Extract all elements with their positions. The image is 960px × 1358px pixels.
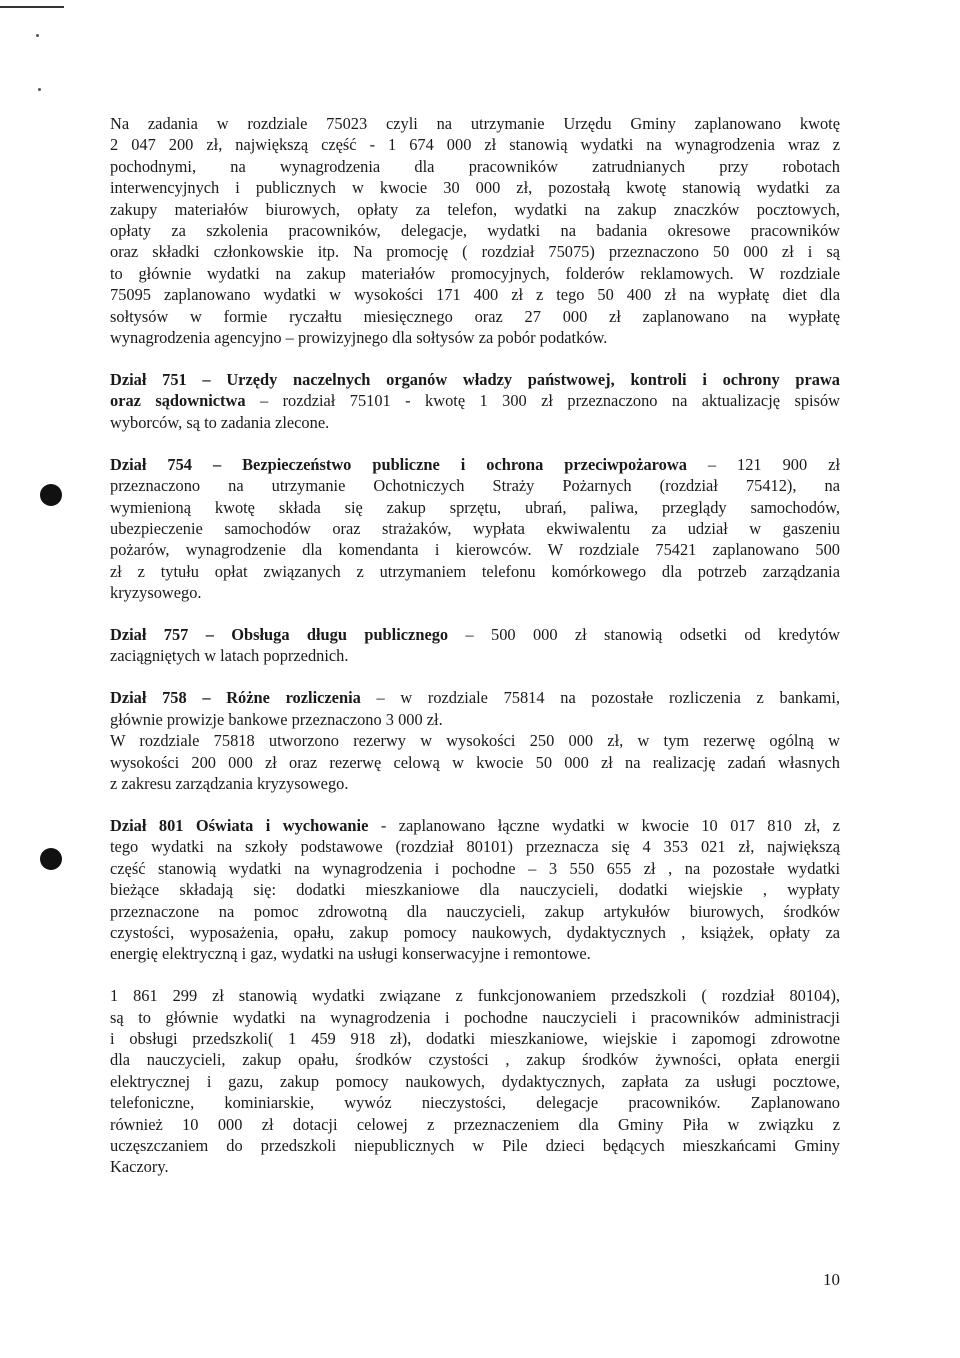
- text-line: i obsługi przedszkoli( 1 459 918 zł), dodatki mieszkaniowe, wiejskie i zapomogi zdrowotne: [110, 1029, 840, 1049]
- text-line: interwencyjnych i publicznych w kwocie 30 000 zł, pozostałą kwotę stanowią wydatki za: [110, 178, 840, 198]
- text-fragment: – rozdział 75101 - kwotę 1 300 zł przeznaczono na aktualizację spisów: [245, 391, 840, 411]
- text-line: przeznaczone na pomoc zdrowotną dla nauczycieli, zakup artykułów biurowych, środków: [110, 901, 840, 921]
- paragraph-dzial-757: [110, 624, 840, 667]
- text-line: część stanowią wydatki na wynagrodzenia i pochodne – 3 550 655 zł , na pozostałe wydatki: [110, 858, 840, 878]
- section-heading: Dział 801 Oświata i wychowanie: [110, 815, 369, 835]
- paragraph-przedszkola: [110, 985, 840, 1178]
- punch-hole-lower: [40, 848, 62, 870]
- text-line: elektrycznej i gazu, zakup pomocy naukowych, dydaktycznych, zapłata za usługi pocztowe,: [110, 1071, 840, 1091]
- text-line: W rozdziale 75818 utworzono rezerwy w wysokości 250 000 zł, w tym rezerwę ogólną w: [110, 731, 840, 751]
- text-fragment: – 121 900 zł: [686, 454, 840, 474]
- section-heading: Dział 751 – Urzędy naczelnych organów władzy państwowej, kontroli i ochrony prawa: [110, 369, 840, 389]
- text-line: czystości, wyposażenia, opału, zakup pomocy naukowych, dydaktycznych , książek, opłaty za: [110, 922, 840, 942]
- paragraph-dzial-801: [110, 815, 840, 965]
- text-line: głównie prowizje bankowe przeznaczono 3 000 zł.: [110, 709, 443, 729]
- text-line: wyborców, są to zadania zlecone.: [110, 412, 330, 432]
- section-heading: Dział 758 – Różne rozliczenia: [110, 688, 361, 708]
- text-line: wysokości 200 000 zł oraz rezerwę celową w kwocie 50 000 zł na realizację zadań własnych: [110, 752, 840, 772]
- paragraph-75023: [110, 113, 840, 348]
- text-line: Na zadania w rozdziale 75023 czyli na utrzymanie Urzędu Gminy zaplanowano kwotę: [110, 114, 840, 133]
- text-line: [110, 390, 840, 411]
- section-heading: Dział 757 – Obsługa długu publicznego: [110, 625, 449, 645]
- text-line: uczęszczaniem do przedszkoli niepublicznych w Pile dzieci będących mieszkańcami Gminy: [110, 1136, 840, 1156]
- section-heading-line: [110, 815, 840, 836]
- section-heading-line: [110, 624, 840, 645]
- text-fragment: - zaplanowano łączne wydatki w kwocie 10 017 810 zł, z: [368, 815, 840, 835]
- text-line: zaciągniętych w latach poprzednich.: [110, 646, 349, 666]
- paragraph-dzial-751: [110, 369, 840, 433]
- page-number: 10: [823, 1270, 840, 1289]
- text-line: 1 861 299 zł stanowią wydatki związane z funkcjonowaniem przedszkoli ( rozdział 80104),: [110, 986, 840, 1006]
- text-line: zł z tytułu opłat związanych z utrzymaniem telefonu komórkowego dla potrzeb zarządzania: [110, 561, 840, 581]
- section-heading-line: [110, 369, 840, 390]
- section-heading-line: [110, 454, 840, 475]
- text-line: pożarów, wynagrodzenie dla komendanta i kierowców. W rozdziale 75421 zaplanowano 500: [110, 540, 840, 560]
- text-line: kryzysowego.: [110, 583, 202, 603]
- text-line: wynagrodzenia agencyjno – prowizyjnego dla sołtysów za pobór podatków.: [110, 328, 608, 348]
- text-line: 2 047 200 zł, największą część - 1 674 000 zł stanowią wydatki na wynagrodzenia wraz z: [110, 135, 840, 155]
- text-line: wymienioną kwotę składa się zakup sprzętu, ubrań, paliwa, przeglądy samochodów,: [110, 497, 840, 517]
- text-line: bieżące składają się: dodatki mieszkaniowe dla nauczycieli, dodatki wiejskie , wypłaty: [110, 880, 840, 900]
- document-body: [110, 113, 840, 1198]
- scan-speck: [36, 34, 39, 37]
- text-line: 75095 zaplanowano wydatki w wysokości 171 400 zł z tego 50 400 zł na wypłatę diet dla: [110, 285, 840, 305]
- scan-edge-mark: [0, 6, 64, 8]
- text-fragment: – 500 000 zł stanowią odsetki od kredytów: [448, 625, 840, 645]
- text-line: pochodnymi, na wynagrodzenia dla pracowników zatrudnianych przy robotach: [110, 156, 840, 176]
- text-line: to głównie wydatki na zakup materiałów promocyjnych, folderów reklamowych. W rozdziale: [110, 263, 840, 283]
- section-heading-continued: oraz sądownictwa: [110, 391, 246, 411]
- paragraph-dzial-754: [110, 454, 840, 604]
- text-line: sołtysów w formie ryczałtu miesięcznego oraz 27 000 zł zaplanowano na wypłatę: [110, 306, 840, 326]
- paragraph-dzial-758: [110, 687, 840, 794]
- text-line: oraz składki członkowskie itp. Na promocję ( rozdział 75075) przeznaczono 50 000 zł i są: [110, 242, 840, 262]
- section-heading: Dział 754 – Bezpieczeństwo publiczne i ochrona przeciwpożarowa: [110, 454, 687, 474]
- text-line: z zakresu zarządzania kryzysowego.: [110, 773, 349, 793]
- text-line: tego wydatki na szkoły podstawowe (rozdział 80101) przeznacza się 4 353 021 zł, największą: [110, 837, 840, 857]
- scan-speck: [38, 88, 41, 91]
- text-line: również 10 000 zł dotacji celowej z przeznaczeniem dla Gminy Piła w związku z: [110, 1114, 840, 1134]
- text-line: telefoniczne, kominiarskie, wywóz nieczystości, delegacje pracowników. Zaplanowano: [110, 1093, 840, 1113]
- section-heading-line: [110, 687, 840, 708]
- text-line: są to głównie wydatki na wynagrodzenia i pochodne nauczycieli i pracowników administracji: [110, 1007, 840, 1027]
- text-line: ubezpieczenie samochodów oraz strażaków, wypłata ekwiwalentu za udział w gaszeniu: [110, 518, 840, 538]
- text-line: zakupy materiałów biurowych, opłaty za telefon, wydatki na zakup znaczków pocztowych,: [110, 199, 840, 219]
- text-line: energię elektryczną i gaz, wydatki na usługi konserwacyjne i remontowe.: [110, 944, 591, 964]
- text-fragment: – w rozdziale 75814 na pozostałe rozliczenia z bankami,: [360, 688, 840, 708]
- text-line: opłaty za szkolenia pracowników, delegacje, wydatki na badania okresowe pracowników: [110, 221, 840, 241]
- text-line: dla nauczycieli, zakup opału, środków czystości , zakup środków żywności, opłata energii: [110, 1050, 840, 1070]
- text-line: przeznaczono na utrzymanie Ochotniczych Straży Pożarnych (rozdział 75412), na: [110, 476, 840, 496]
- punch-hole-upper: [40, 484, 62, 506]
- text-line: Kaczory.: [110, 1157, 169, 1177]
